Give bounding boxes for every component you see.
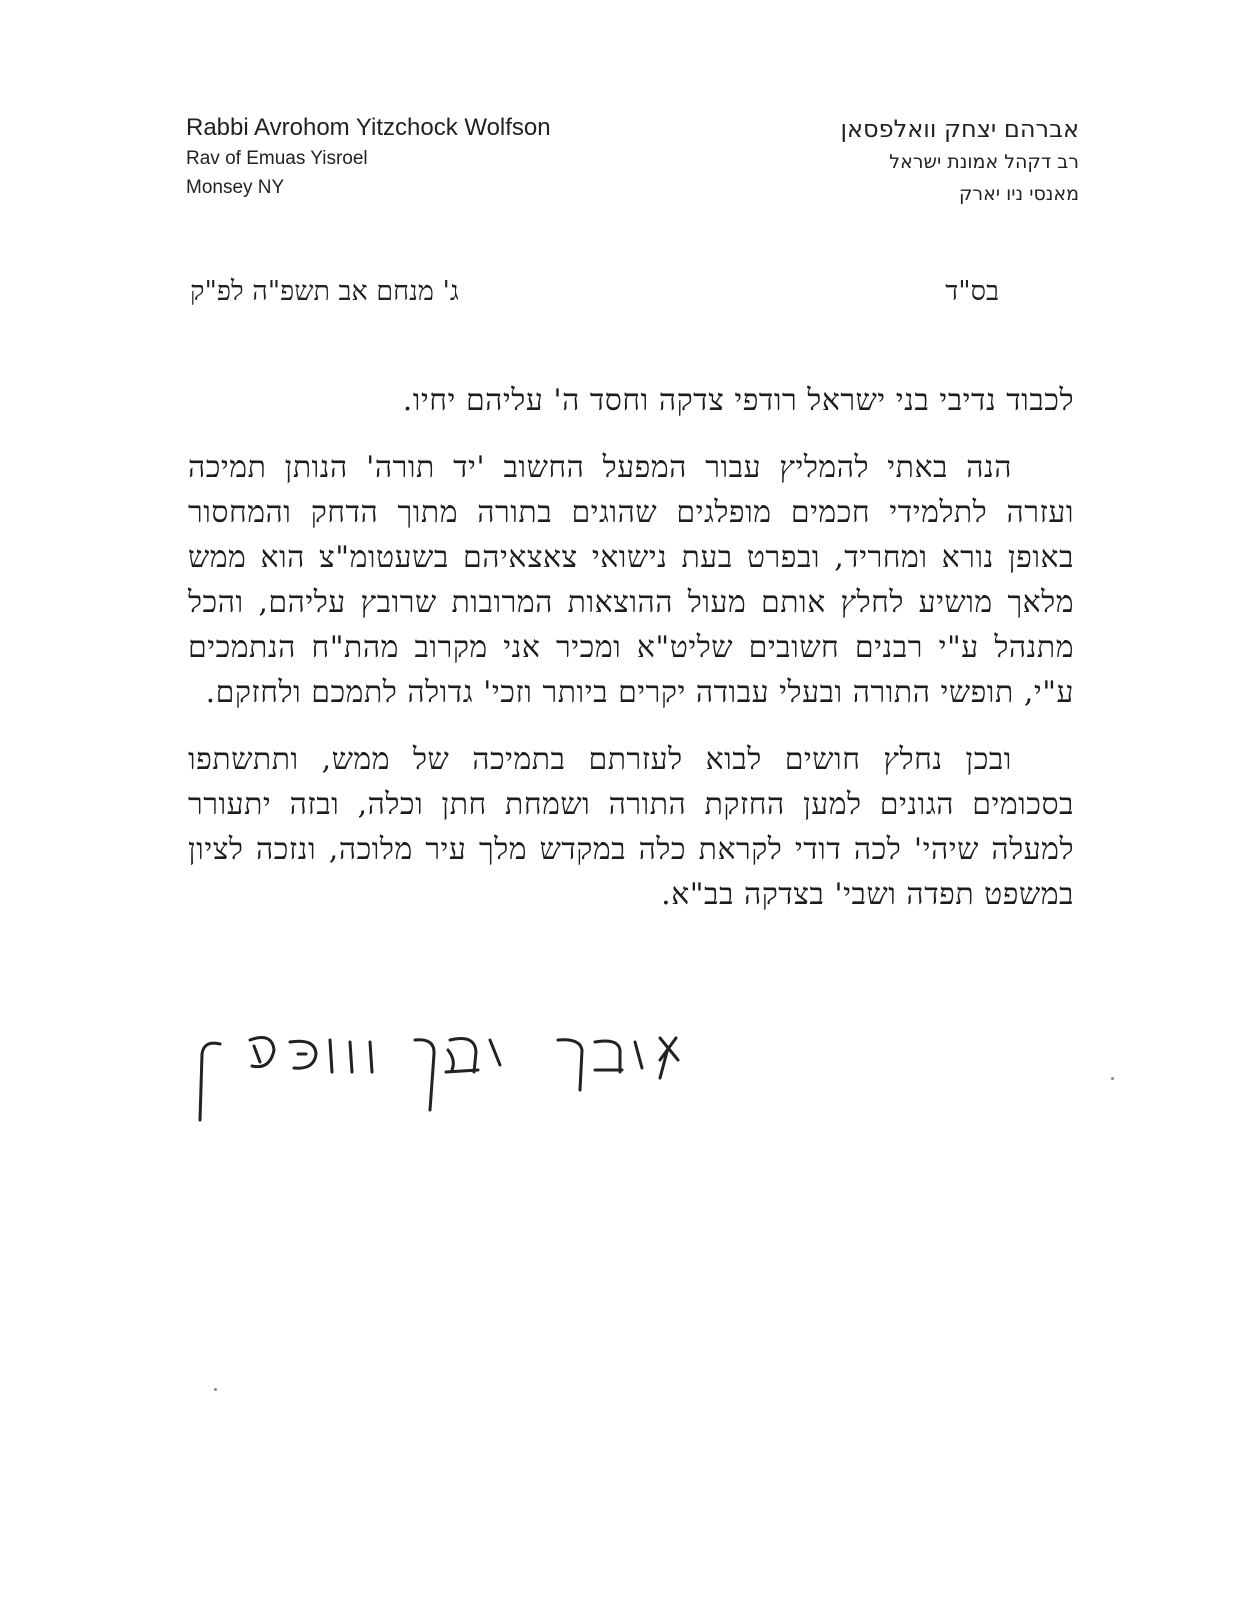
letter-greeting: לכבוד נדיבי בני ישראל רודפי צדקה וחסד ה' עליהם יחיו. [402, 383, 1074, 418]
letter-body [188, 378, 1074, 917]
letterhead-english [186, 112, 551, 202]
handwritten-signature [190, 1020, 690, 1140]
letterhead-hebrew [840, 112, 1079, 210]
letter-date: ג' מנחם אב תשפ"ה לפ"ק [190, 276, 459, 307]
letter-paragraph-1: הנה באתי להמליץ עבור המפעל החשוב 'יד תורה' הנותן תמיכה ועזרה לתלמידי חכמים מופלגים שהוגים בתורה מתוך הדחק והמחסור באופן נורא ומחריד, ובפרט בעת נישואי צאצאיהם בשעטומ"צ הוא ממש מלאך מושיע לחלץ אותם מעול ההוצאות המרובות שרובץ עליהם, והכל מתנהל ע"י רבנים חשובים שליט"א ומכיר אני מקרוב מהת"ח הנתמכים ע"י, תופשי התורה ובעלי עבודה יקרים ביותר וזכי' גדולה לתמכם ולחזקם. [188, 450, 1074, 710]
letterhead-hebrew-name: אברהם יצחק וואלפסאן [840, 115, 1079, 143]
letterhead-english-name: Rabbi Avrohom Yitzchock Wolfson [186, 114, 551, 141]
letterhead-hebrew-location: מאנסי ניו יארק [958, 183, 1079, 205]
letterhead-english-title: Rav of Emuas Yisroel [186, 148, 368, 169]
bsd-mark: בס"ד [945, 276, 999, 307]
letterhead-hebrew-title: רב דקהל אמונת ישראל [889, 151, 1079, 173]
letterhead-english-location: Monsey NY [186, 177, 285, 198]
scan-speck [214, 1388, 217, 1391]
letter-paragraph-2: ובכן נחלץ חושים לבוא לעזרתם בתמיכה של ממש, ותתשתפו בסכומים הגונים למען החזקת התורה ושמחת חתן וכלה, ובזה יתעורר למעלה שיהי' לכה דודי לקראת כלה במקדש מלך עיר מלוכה, ונזכה לציון במשפט תפדה ושבי' בצדקה בב"א. [188, 742, 1074, 912]
scan-speck [1111, 1077, 1114, 1080]
